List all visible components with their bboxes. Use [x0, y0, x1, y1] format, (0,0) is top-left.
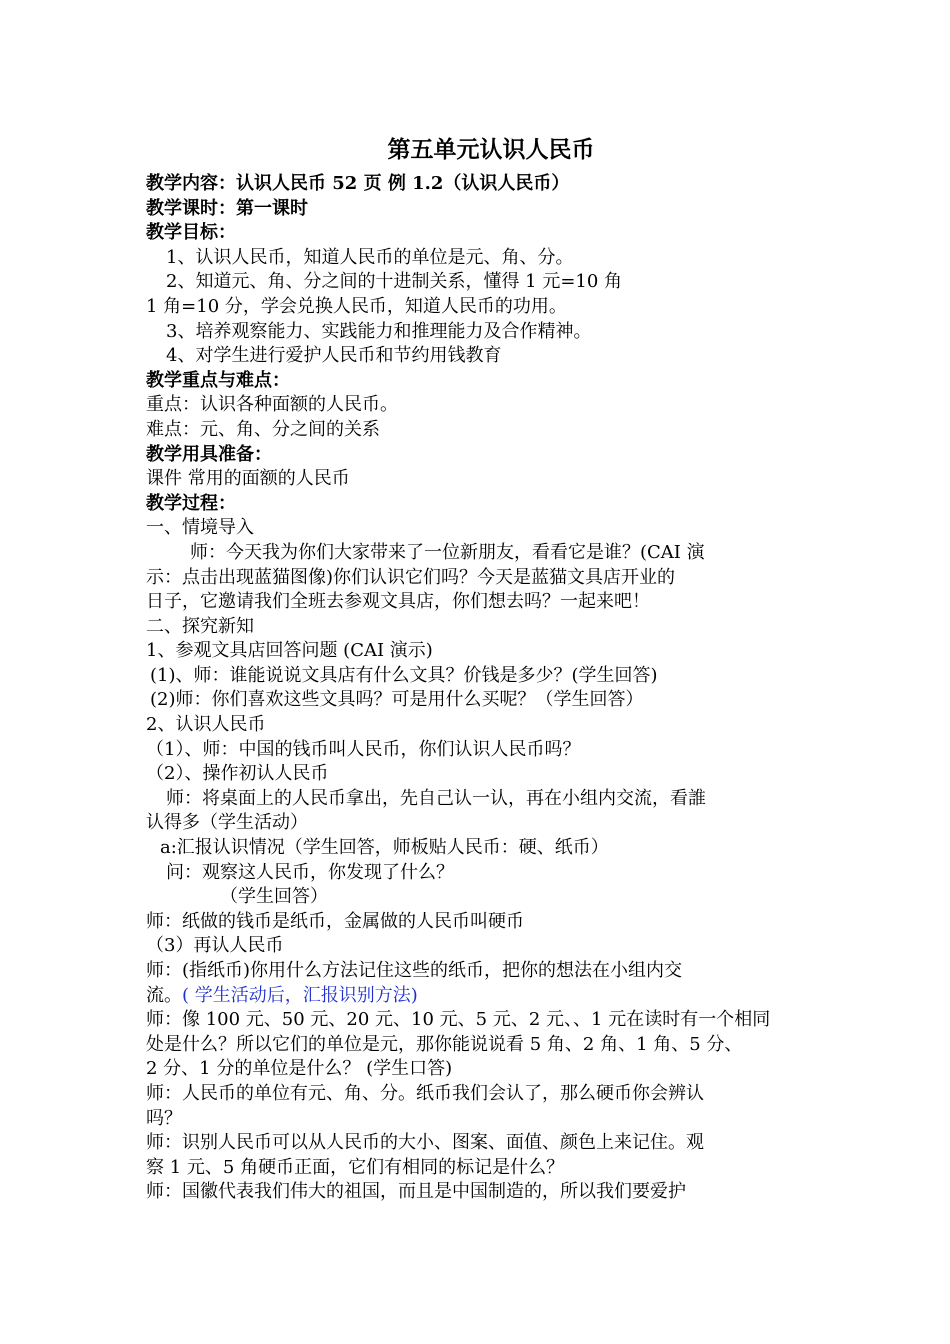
part-2-notes-line-1: 师：(指纸币)你用什么方法记住这些的纸币，把你的想法在小组内交	[146, 960, 683, 981]
section-1-title: 一、情境导入	[146, 517, 254, 539]
tools-items: 课件 常用的面额的人民币	[146, 468, 350, 490]
key-difficulty: 难点：元、角、分之间的关系	[146, 418, 380, 440]
part-1-title: 1、参观文具店回答问题 (CAI 演示)	[146, 640, 433, 662]
part-2-report: a:汇报认识情况（学生回答，师板贴人民币：硬、纸币）	[160, 837, 609, 859]
page-title: 第五单元认识人民币	[387, 136, 595, 163]
part-1-question-1: (1)、师：谁能说说文具店有什么文具？价钱是多少？(学生回答)	[150, 664, 658, 686]
part-2-coins-line-1: 师：人民币的单位有元、角、分。纸币我们会认了，那么硬币你会辨认	[146, 1082, 704, 1104]
key-focus: 重点：认识各种面额的人民币。	[146, 394, 398, 416]
goal-2-line-1: 2、知道元、角、分之间的十进制关系，懂得 1 元=10 角	[166, 271, 623, 293]
part-2-question-1: （1）、师：中国的钱币叫人民币，你们认识人民币吗？	[146, 738, 581, 760]
teaching-content: 教学内容：认识人民币 52 页 例 1.2（认识人民币）	[146, 173, 570, 194]
part-1-question-2: (2)师：你们喜欢这些文具吗？可是用什么买呢？（学生回答）	[150, 689, 644, 711]
part-2-notes-line-2	[146, 984, 826, 1009]
section-1-para-line-1: 师：今天我为你们大家带来了一位新朋友，看看它是谁？(CAI 演	[190, 541, 705, 563]
part-2-units-line-2: 处是什么？所以它们的单位是元，那你能说说看 5 角、2 角、1 角、5 分、	[146, 1033, 743, 1055]
part-2-answer: （学生回答）	[220, 886, 328, 908]
goal-4: 4、对学生进行爱护人民币和节约用钱教育	[166, 345, 502, 367]
part-2-coins-line-2: 吗？	[146, 1107, 182, 1129]
goal-1: 1、认识人民币，知道人民币的单位是元、角、分。	[166, 246, 574, 268]
part-2-question-2: （2）、操作初认人民币	[146, 763, 329, 785]
goals-heading: 教学目标：	[146, 222, 236, 244]
part-2-teacher-line-2: 认得多（学生活动）	[146, 812, 308, 834]
part-2-title: 2、认识人民币	[146, 714, 266, 736]
part-2-units-line-1: 师：像 100 元、50 元、20 元、10 元、5 元、2 元、、1 元在读时有一个相同	[146, 1009, 771, 1031]
section-1-para-line-2: 示：点击出现蓝猫图像)你们认识它们吗？今天是蓝猫文具店开业的	[146, 566, 676, 588]
document-page	[146, 130, 826, 1205]
process-heading: 教学过程：	[146, 492, 236, 514]
part-2-identify-line-1: 师：识别人民币可以从人民币的大小、图案、面值、颜色上来记住。观	[146, 1132, 704, 1154]
part-2-question-3: （3）再认人民币	[146, 935, 284, 957]
part-2-emblem-line: 师：国徽代表我们伟大的祖国，而且是中国制造的，所以我们要爱护	[146, 1181, 686, 1203]
section-2-title: 二、探究新知	[146, 615, 254, 637]
notes-highlight: ( 学生活动后，汇报识别方法)	[182, 984, 418, 1006]
part-2-units-line-3: 2 分、1 分的单位是什么？ (学生口答)	[146, 1058, 453, 1080]
tools-heading: 教学用具准备：	[146, 443, 272, 465]
part-2-identify-line-2: 察 1 元、5 角硬币正面，它们有相同的标记是什么？	[146, 1156, 565, 1178]
goal-2-line-2: 1 角=10 分，学会兑换人民币，知道人民币的功用。	[146, 295, 567, 317]
section-1-para-line-3: 日子，它邀请我们全班去参观文具店，你们想去吗？一起来吧！	[146, 591, 650, 613]
part-2-ask: 问：观察这人民币，你发现了什么？	[166, 861, 454, 883]
key-points-heading: 教学重点与难点：	[146, 369, 290, 391]
part-2-teacher-coins: 师：纸做的钱币是纸币，金属做的人民币叫硬币	[146, 910, 524, 932]
part-2-teacher-line-1: 师：将桌面上的人民币拿出，先自己认一认，再在小组内交流，看誰	[166, 787, 706, 809]
notes-text: 流。	[146, 984, 182, 1006]
goal-3: 3、培养观察能力、实践能力和推理能力及合作精神。	[166, 320, 592, 342]
teaching-period: 教学课时：第一课时	[146, 197, 308, 219]
